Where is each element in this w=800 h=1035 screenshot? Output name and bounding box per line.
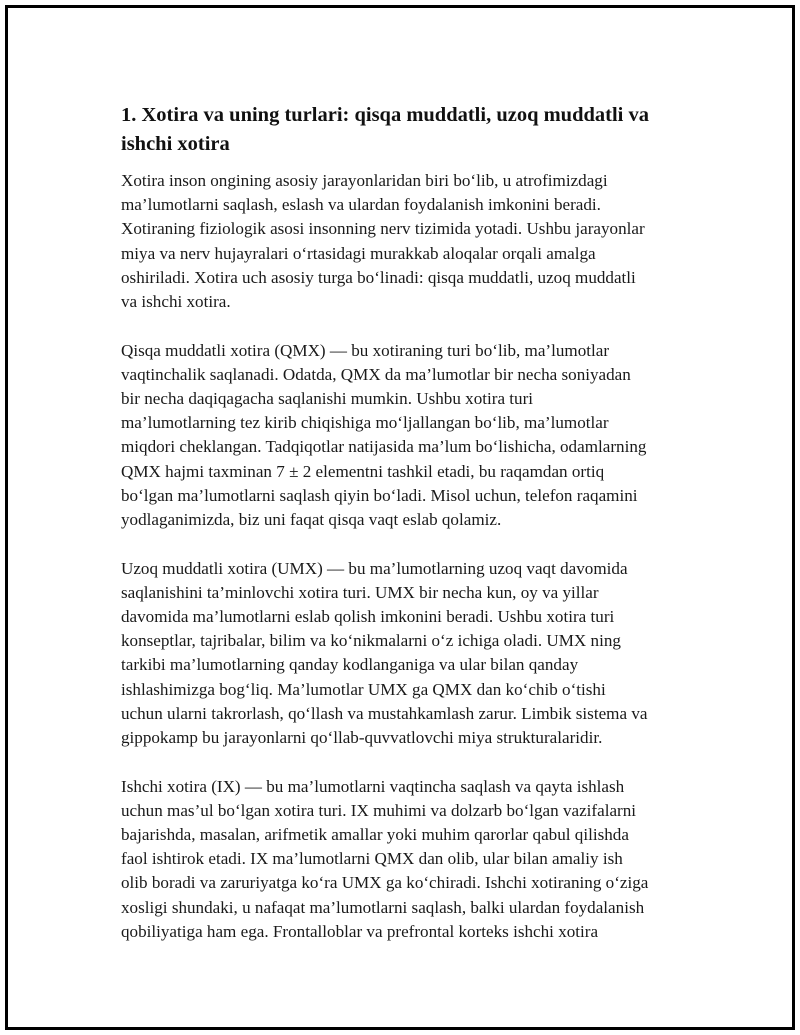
paragraph-long-term-memory (121, 557, 701, 751)
text-line: Xotiraning fiziologik asosi insonning nerv tizimida yotadi. Ushbu jarayonlar (121, 219, 645, 239)
text-line: saqlanishini ta’minlovchi xotira turi. UMX bir necha kun, oy va yillar (121, 582, 599, 602)
text-line: va ishchi xotira. (121, 292, 231, 312)
text-line: uchun mas’ul bo‘lgan xotira turi. IX muhimi va dolzarb bo‘lgan vazifalarni (121, 800, 637, 820)
text-line: olib boradi va zaruriyatga ko‘ra UMX ga ko‘chiradi. Ishchi xotiraning o‘ziga (121, 873, 649, 893)
section-title (121, 101, 701, 159)
text-line: ishlashimizga bog‘liq. Ma’lumotlar UMX ga QMX dan ko‘chib o‘tishi (121, 679, 606, 699)
text-line: uchun ularni takrorlash, qo‘llash va mustahkamlash zarur. Limbik sistema va (121, 703, 648, 723)
text-line: faol ishtirok etadi. IX ma’lumotlarni QMX dan olib, ular bilan amaliy ish (121, 849, 623, 869)
text-line: Ishchi xotira (IX) — bu ma’lumotlarni vaqtincha saqlash va qayta ishlash (121, 776, 625, 796)
text-line: vaqtinchalik saqlanadi. Odatda, QMX da ma’lumotlar bir necha soniyadan (121, 364, 631, 384)
text-line: bo‘lgan ma’lumotlarni saqlash qiyin bo‘ladi. Misol uchun, telefon raqamini (121, 485, 638, 505)
text-line: Qisqa muddatli xotira (QMX) — bu xotiraning turi bo‘lib, ma’lumotlar (121, 340, 610, 360)
text-line: davomida ma’lumotlarni eslab qolish imkonini beradi. Ushbu xotira turi (121, 607, 615, 627)
text-line: oshiriladi. Xotira uch asosiy turga bo‘linadi: qisqa muddatli, uzoq muddatli (121, 267, 636, 287)
text-line: bajarishda, masalan, arifmetik amallar yoki muhim qarorlar qabul qilishda (121, 825, 629, 845)
text-line: tarkibi ma’lumotlarning qanday kodlanganiga va ular bilan qanday (121, 655, 579, 675)
text-line: qobiliyatiga ham ega. Frontalloblar va prefrontal korteks ishchi xotira (121, 921, 599, 941)
paragraph-intro (121, 169, 701, 314)
text-line: ma’lumotlarning tez kirib chiqishiga mo‘ljallangan bo‘lib, ma’lumotlar (121, 413, 609, 433)
text-line: ma’lumotlarni saqlash, eslash va ulardan foydalanish imkonini beradi. (121, 195, 601, 215)
text-line: gippokamp bu jarayonlarni qo‘llab-quvvatlovchi miya strukturalaridir. (121, 728, 603, 748)
title-line: ishchi xotira (121, 133, 230, 155)
document-body (121, 101, 701, 968)
title-line: 1. Xotira va uning turlari: qisqa muddatli, uzoq muddatli va (121, 104, 649, 126)
text-line: QMX hajmi taxminan 7 ± 2 elementni tashkil etadi, bu raqamdan ortiq (121, 461, 605, 481)
text-line: miqdori cheklangan. Tadqiqotlar natijasida ma’lum bo‘lishicha, odamlarning (121, 437, 647, 457)
paragraph-working-memory (121, 775, 701, 944)
paragraph-short-term-memory (121, 339, 701, 533)
text-line: xosligi shundaki, u nafaqat ma’lumotlarni saqlash, balki ulardan foydalanish (121, 897, 645, 917)
page-frame (5, 5, 795, 1030)
text-line: Uzoq muddatli xotira (UMX) — bu ma’lumotlarning uzoq vaqt davomida (121, 558, 628, 578)
text-line: miya va nerv hujayralari o‘rtasidagi murakkab aloqalar orqali amalga (121, 243, 596, 263)
text-line: yodlaganimizda, biz uni faqat qisqa vaqt eslab qolamiz. (121, 510, 502, 530)
text-line: konseptlar, tajribalar, bilim va ko‘nikmalarni o‘z ichiga oladi. UMX ning (121, 631, 621, 651)
text-line: bir necha daqiqagacha saqlanishi mumkin. Ushbu xotira turi (121, 389, 534, 409)
text-line: Xotira inson ongining asosiy jarayonlaridan biri bo‘lib, u atrofimizdagi (121, 171, 608, 190)
